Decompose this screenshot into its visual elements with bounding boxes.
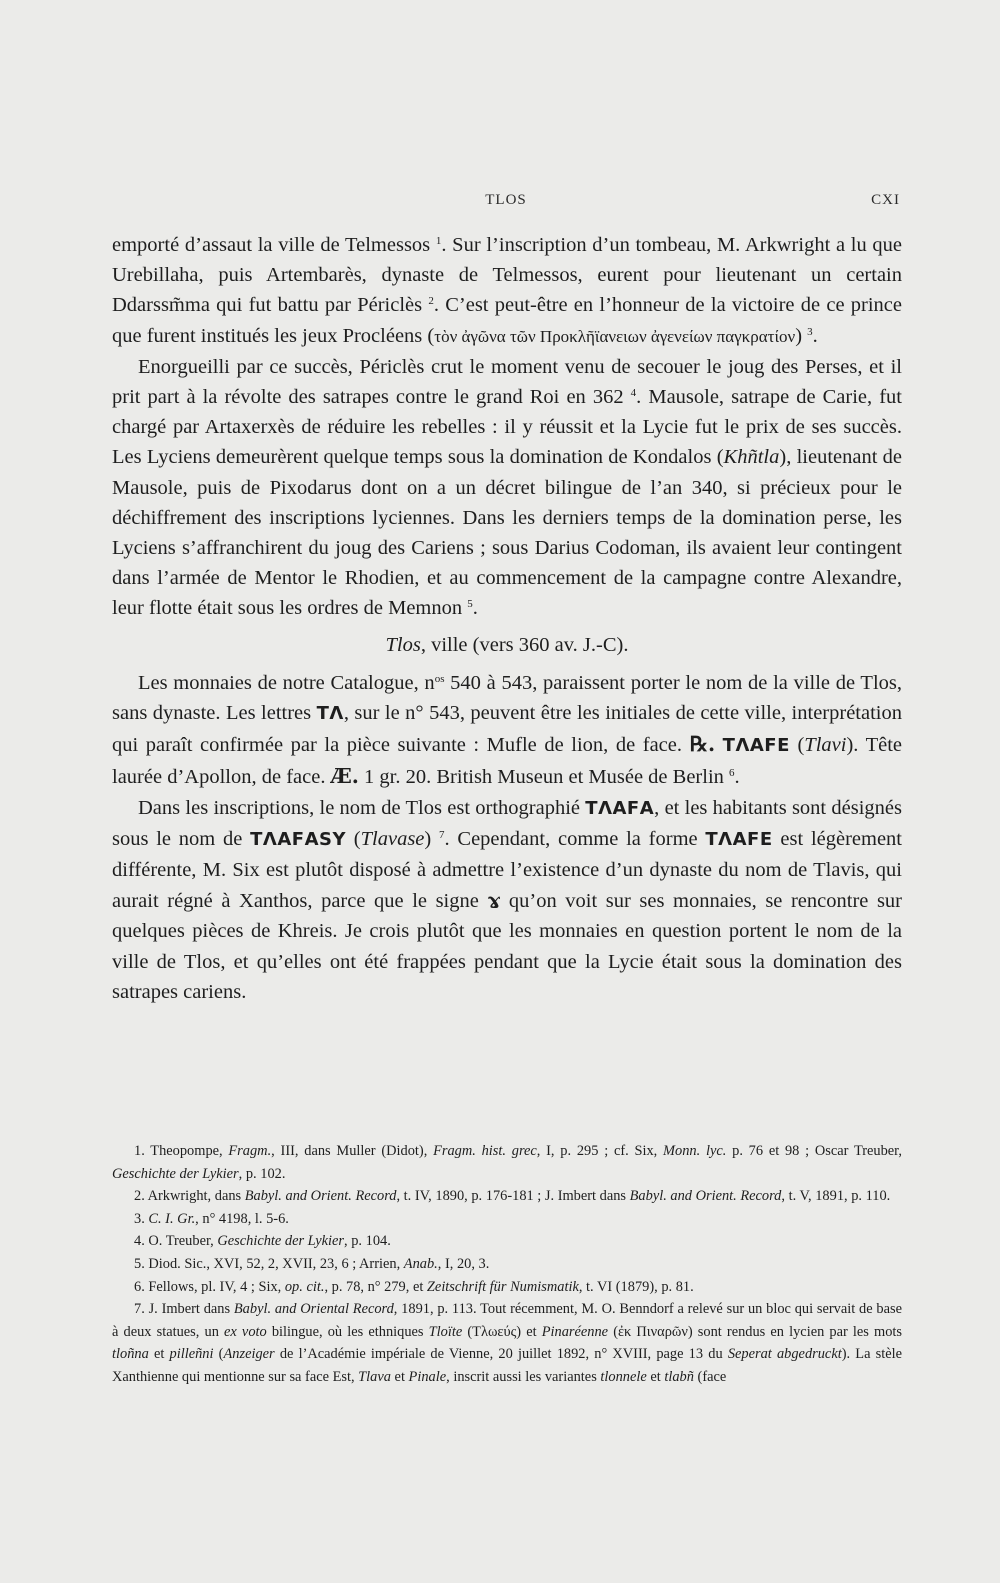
fn-italic: Babyl. and Orient. Record [629,1188,782,1205]
fn-italic: Pinale [408,1368,447,1385]
fn-italic: Pinaréenne [541,1323,609,1340]
text-run: . Sur l’inscription d’un tombeau, M. Arkwright a lu que Urebillaha, puis Artembarès, dynaste de Telmessos, eurent pour lieutenant un certain Ddarssm̃ma qui fut battu par Périclès [112,234,903,317]
fn-text: (Τλωεύς) et [462,1323,542,1340]
fn-italic: tloñna [112,1346,149,1363]
text-run: . [812,324,818,347]
fn-text: 4. O. Treuber, [134,1233,218,1250]
text-run: 540 à 543, paraissent porter le nom de la ville de Tlos, sans dynaste. Les lettres [112,671,903,725]
fn-text: ). La stèle Xanthienne qui mentionne sur sa face Est, [112,1346,903,1385]
fn-italic: Zeitschrift für Numismatik [426,1278,579,1295]
fn-text: , p. 78, n° 279, et [324,1278,427,1295]
fn-italic: Geschichte der Lykier [112,1165,239,1182]
fn-text: , III, dans Muller (Didot), [271,1143,434,1159]
fn-text: , p. 102. [238,1165,286,1182]
fn-text: 1. Theopompe, [134,1143,229,1159]
fn-text: , n° 4198, l. 5-6. [195,1210,289,1227]
fn-text: bilingue, où les ethniques [266,1323,429,1340]
fn-text: p. 76 et 98 ; Oscar Treuber, [726,1143,902,1159]
fn-italic: Seperat abgedruckt [727,1346,842,1363]
section-heading [112,630,902,660]
text-run: . C’est peut-être en l’honneur de la victoire de ce prince que furent institués les jeux Procléens ( [112,294,902,347]
text-run: ( [346,827,361,850]
main-text [112,230,902,1007]
text-run: Les monnaies de notre Catalogue, n [138,671,435,694]
fn-text: , inscrit aussi les variantes [446,1368,601,1385]
text-run: ), lieutenant de Mausole, puis de Pixodarus dont on a un décret bilingue de l’an 340, si précieux pour le déchiffrement des inscriptions lyciennes. Dans les derniers temps de la domination perse, les Lyciens s’affranchirent du joug des Cariens ; sous Darius Codoman, ils avaient leur contingent dans l’armée de Mentor le Rhodien, et au commencement de la campagne contre Alexandre, leur flotte était sous les ordres de Memnon [112,446,903,620]
text-run: . Mausole, satrape de Carie, fut chargé par Artaxerxès de réduire les rebelles : il y réussit et la Lycie fut le prix de ses succès. Les Lyciens demeurèrent quelque temps sous la domination de Kondalos ( [112,386,902,469]
text-run: ) [424,827,440,850]
text-run: Dans les inscriptions, le nom de Tlos est orthographié [138,796,586,819]
text-run: ( [789,734,805,757]
fn-text: de l’Académie impériale de Vienne, 20 juillet 1892, n° XVIII, page 13 du [274,1346,728,1363]
text-run: . Cependant, comme la forme [444,827,706,850]
fn-text: , t. IV, 1890, p. 176-181 ; J. Imbert dans [396,1188,630,1205]
footnote-6 [112,1276,902,1299]
fn-text: 3. [134,1210,149,1227]
footnote-ref-5: 5 [467,598,473,611]
fn-text: 6. Fellows, pl. IV, 4 ; Six, [134,1278,285,1295]
footnote-ref-2: 2 [428,295,434,308]
coin-legend: TΛΑFΑSΥ [250,828,347,850]
fn-text: , p. 104. [344,1233,391,1250]
fn-text: (ἐκ Πιναρῶν) sont rendus en lycien par les mots [608,1323,903,1340]
footnotes [112,1140,902,1389]
text-run: ). Tête laurée d’Apollon, de face. [112,734,903,789]
fn-italic: tlonnele [600,1368,647,1385]
fn-italic: ex voto [224,1323,267,1340]
footnote-ref-4: 4 [630,387,637,400]
fn-italic: Anab. [403,1255,438,1272]
footnote-7 [112,1298,902,1388]
running-head [112,192,900,216]
lycian-name: Khñtla [723,446,780,469]
fn-text: ( [213,1346,224,1363]
silver-symbol: Æ. [330,764,359,789]
fn-text: , t. V, 1891, p. 110. [781,1188,891,1205]
heading-city: Tlos [385,633,421,656]
running-title: TLOS [485,192,527,208]
fn-italic: Fragm. [228,1143,272,1159]
coin-legend: TΛ [316,703,344,725]
fn-text: 7. J. Imbert dans [134,1301,234,1318]
fn-text: , I, 20, 3. [437,1255,490,1272]
coin-legend: TΛΑFE [722,735,790,757]
footnote-ref-6: 6 [729,767,735,780]
fn-italic: Babyl. and Oriental Record [233,1301,394,1318]
dynast-sign: ɤ [487,888,501,913]
text-run: est légèrement différente, M. Six est plutôt disposé à admettre l’existence d’un dynaste du nom de Tlavis, qui aurait régné à Xanthos, parce que le signe [112,827,903,913]
text-run: . [472,597,478,620]
fn-italic: pilleñni [169,1346,214,1363]
paragraph-2 [112,352,902,624]
text-run: ) [795,324,808,347]
heading-rest: , ville (vers 360 av. J.-C). [420,633,629,656]
fn-italic: Tlava [358,1368,391,1385]
footnote-1 [112,1140,902,1185]
page-number: CXI [871,192,900,208]
footnote-ref-3: 3 [807,325,813,338]
footnote-3 [112,1208,902,1231]
fn-italic: Tloïte [428,1323,463,1340]
lycian-name: Tlavase [360,827,425,850]
footnote-5 [112,1253,902,1276]
lycian-name: Tlavi [804,734,847,757]
fn-text: et [390,1368,409,1385]
footnote-2 [112,1185,902,1208]
fn-italic: Fragm. hist. grec [433,1143,537,1159]
fn-text: 2. Arkwright, dans [134,1188,245,1205]
paragraph-3 [112,668,902,793]
fn-text: , 1891, p. 113. Tout récemment, M. O. Benndorf a relevé sur un bloc qui servait de base à deux statues, un [112,1301,902,1340]
greek-quotation: τὸν ἀγῶνα τῶν Προκλῆϊανειων ἀγενείων παγκρατίον [434,326,796,346]
fn-italic: Monn. lyc. [663,1143,727,1159]
superscript: os [434,672,445,685]
footnote-ref-7: 7 [439,828,445,841]
fn-text: , I, p. 295 ; cf. Six, [536,1143,664,1159]
text-run: . [734,766,740,789]
text-run: , sur le n° 543, peuvent être les initiales de cette ville, interprétation qui paraît confirmée par la pièce suivante : Mufle de lion, de face. [112,702,902,757]
text-run [715,734,723,756]
fn-italic: C. I. Gr. [148,1210,196,1227]
paragraph-4 [112,793,902,1007]
fn-italic: Anzeiger [223,1346,275,1363]
text-run: Enorgueilli par ce succès, Périclès crut le moment venu de secouer le joug des Perses, et il prit part à la révolte des satrapes contre le grand Roi en 362 [112,355,902,409]
fn-text: , t. VI (1879), p. 81. [578,1278,694,1295]
footnote-4 [112,1230,902,1253]
fn-text: et [646,1368,665,1385]
fn-text: et [148,1346,170,1363]
fn-text: 5. Diod. Sic., XVI, 52, 2, XVII, 23, 6 ; Arrien, [134,1255,404,1272]
coin-legend: TΛΑFE [705,828,773,850]
fn-italic: op. cit. [284,1278,325,1295]
fn-italic: tlabñ [664,1368,694,1385]
paragraph-1 [112,230,902,352]
text-run: , et les habitants sont désignés sous le nom de [112,796,902,850]
footnote-ref-1: 1 [435,235,442,247]
fn-italic: Geschichte der Lykier [217,1233,345,1250]
fn-text: (face [693,1368,727,1385]
text-run: 1 gr. 20. British Museun et Musée de Berlin [358,766,730,789]
text-run: qu’on voit sur ses monnaies, se rencontre sur quelques pièces de Khreis. Je crois plutôt que les monnaies en question portent le nom de la ville de Tlos, et qu’elles ont été frappées pendant que la Lycie était sous la domination des satrapes cariens. [112,890,903,1003]
text-run: emporté d’assaut la ville de Telmessos [112,234,436,256]
fn-italic: Babyl. and Orient. Record [244,1188,397,1205]
reverse-symbol: ℞. [689,732,716,757]
coin-legend: TΛΑFΑ [585,797,655,819]
